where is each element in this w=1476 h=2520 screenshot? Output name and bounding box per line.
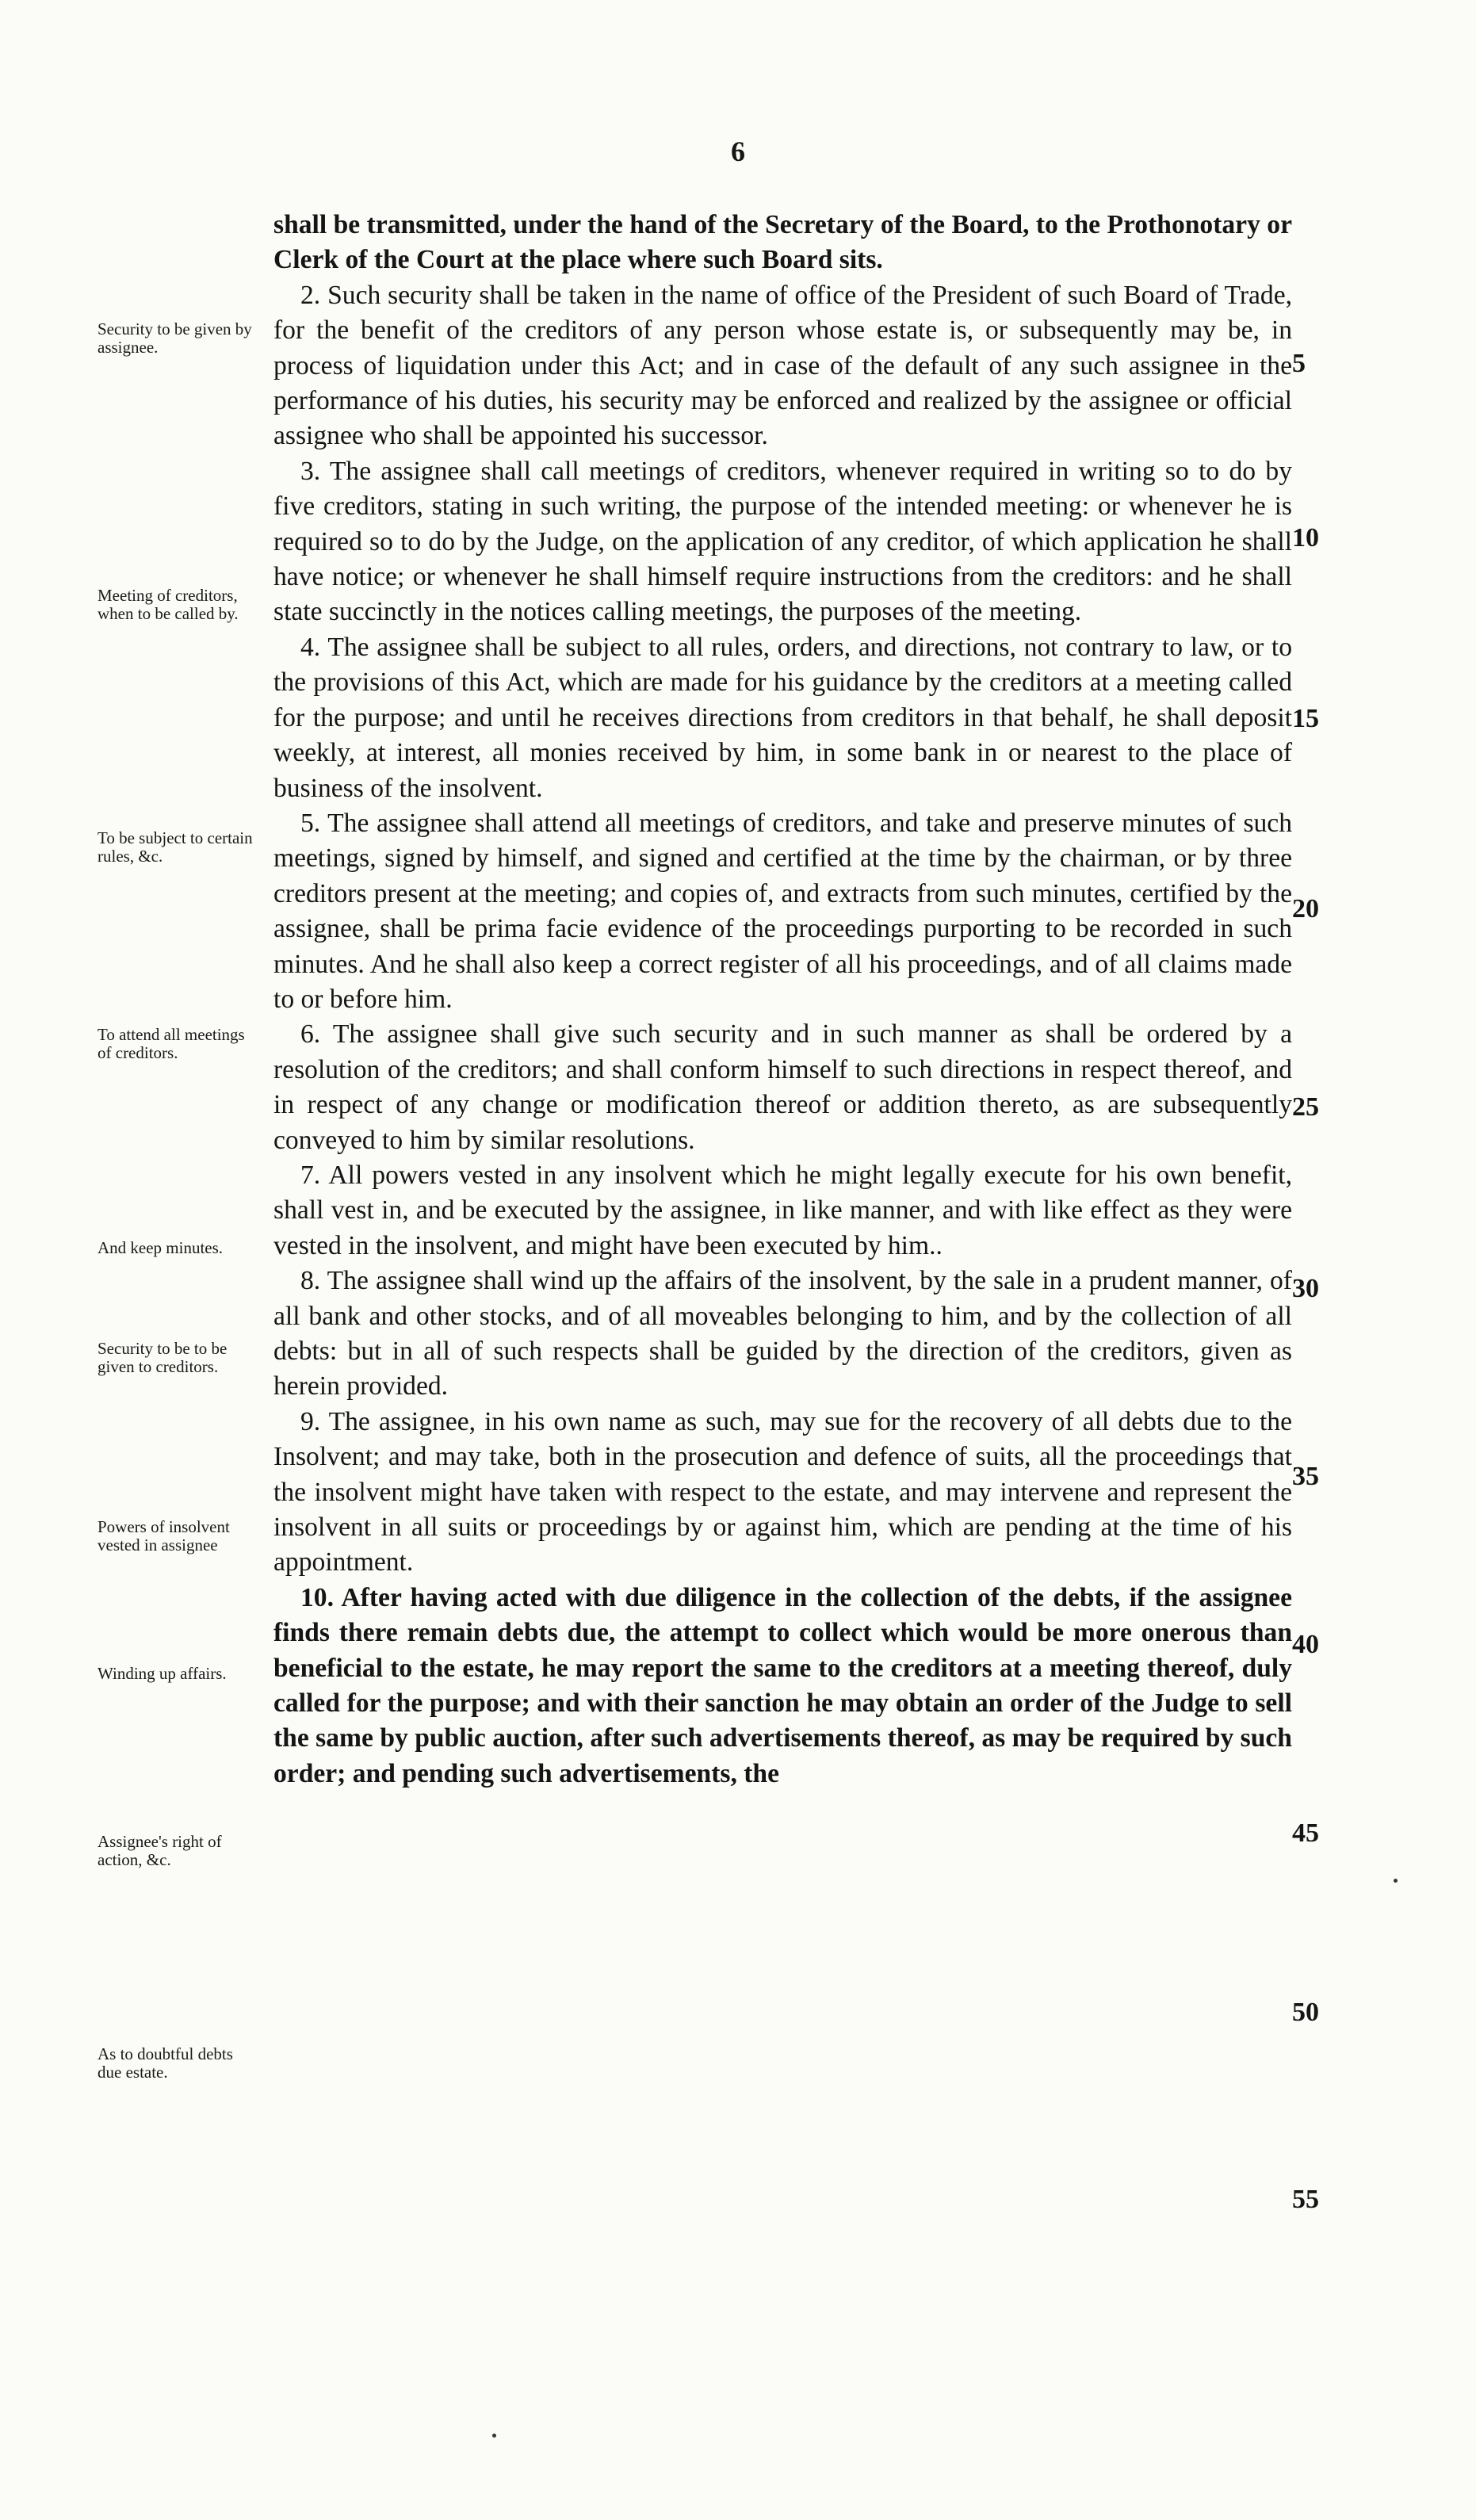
paragraph-section-4: 4. The assignee shall be subject to all rules, orders, and directions, not contrary to law, or to the provisions of this Act, which are made for his guidance by the creditors at a meeting called for the purpose; and until he receives directions from creditors in that behalf, he shall deposit weekly, at interest, all monies received by him, in some bank in or nearest to the place of business of the insolvent. xyxy=(273,632,1292,803)
line-number-55: 55 xyxy=(1292,2185,1319,2214)
line-number-20: 20 xyxy=(1292,894,1319,923)
sidenote-meeting-creditors: Meeting of creditors, when to be called by. xyxy=(98,586,239,623)
body-text xyxy=(273,208,1292,1792)
sidenote-powers-insolvent: Powers of insolvent vested in assignee xyxy=(98,1517,230,1554)
paragraph-section-3: 3. The assignee shall call meetings of creditors, whenever required in writing so to do by five creditors, stating in such writing, the purpose of the intended meeting: or whenever he is required so to do by the Judge, on the application of any creditor, of which application he shall have notice; or whenever he shall himself require instructions from the creditors: and he shall state succinctly in the notices calling meetings, the purposes of the meeting. xyxy=(273,456,1292,627)
sidenote-doubtful-debts: As to doubtful debts due estate. xyxy=(98,2044,233,2082)
sidenote-security-assignee: Security to be given by assignee. xyxy=(98,319,252,357)
sidenote-keep-minutes: And keep minutes. xyxy=(98,1238,224,1257)
line-number-35: 35 xyxy=(1292,1462,1319,1491)
line-number-5: 5 xyxy=(1292,349,1306,378)
paragraph-section-8: 8. The assignee shall wind up the affairs of the insolvent, by the sale in a prudent manner, of all bank and other stocks, and of all moveables belonging to him, and by the collection of all debts: but in all of such respects shall be guided by the direction of the creditors, given as herein provided. xyxy=(273,1266,1292,1401)
line-number-30: 30 xyxy=(1292,1274,1319,1303)
sidenote-security-creditors: Security to be to be given to creditors. xyxy=(98,1339,228,1376)
sidenote-assignee-right: Assignee's right of action, &c. xyxy=(98,1832,222,1869)
paragraph-section-5: 5. The assignee shall attend all meetings of creditors, and take and preserve minutes of such meetings, signed by himself, and signed and certified at the time by the chairman, or by three creditors present at the meeting; and copies of, and extracts from such minutes, certified by the assignee, shall be prima facie evidence of the proceedings purporting to be recorded in such minutes. And he shall also keep a correct register of all his proceedings, and of all claims made to or before him. xyxy=(273,808,1292,1014)
print-speck xyxy=(1394,1879,1398,1883)
paragraph-section-2: 2. Such security shall be taken in the name of office of the President of such Board of Trade, for the benefit of the creditors of any person whose estate is, or subsequently may be, in process of liquidation under this Act; and in case of the default of any such assignee in the performance of his duties, his security may be enforced and realized by the assignee or official assignee who shall be appointed his successor. xyxy=(273,280,1292,451)
line-number-40: 40 xyxy=(1292,1630,1319,1659)
sidenote-attend-meetings: To attend all meetings of creditors. xyxy=(98,1025,245,1062)
line-number-25: 25 xyxy=(1292,1092,1319,1122)
paragraph-section-6: 6. The assignee shall give such security and in such manner as shall be ordered by a resolution of the creditors; and shall conform himself to such directions in respect thereof, and in respect of any change or modification thereof or addition thereto, as are subsequently conveyed to him by similar resolutions. xyxy=(273,1019,1292,1155)
sidenote-winding-up: Winding up affairs. xyxy=(98,1664,227,1683)
paragraph-continuation: shall be transmitted, under the hand of the Secretary of the Board, to the Prothonotary or Clerk of the Court at the place where such Board sits. xyxy=(273,210,1292,275)
page-number: 6 xyxy=(731,136,745,167)
line-number-50: 50 xyxy=(1292,1998,1319,2027)
line-number-10: 10 xyxy=(1292,523,1319,553)
paragraph-section-7: 7. All powers vested in any insolvent which he might legally execute for his own benefit, shall vest in, and be executed by the assignee, in like manner, and with like effect as they were vested in the insolvent, and might have been executed by him.. xyxy=(273,1160,1292,1260)
paragraph-section-9: 9. The assignee, in his own name as such, may sue for the recovery of all debts due to the Insolvent; and may take, both in the prosecution and defence of suits, all the proceedings that the insolvent might have taken with respect to the estate, and may intervene and represent the insolvent in all suits or proceedings by or against him, which are pending at the time of his appointment. xyxy=(273,1406,1292,1577)
line-number-45: 45 xyxy=(1292,1818,1319,1848)
print-speck xyxy=(492,2434,496,2438)
paragraph-section-10: 10. After having acted with due diligence in the collection of the debts, if the assignee finds there remain debts due, the attempt to collect which would be more onerous than beneficial to the estate, he may report the same to the creditors at a meeting thereof, duly called for the purpose; and with their sanction he may obtain an order of the Judge to sell the same by public auction, after such advertisements thereof, as may be required by such order; and pending such advertisements, the xyxy=(273,1582,1292,1788)
sidenote-subject-rules: To be subject to certain rules, &c. xyxy=(98,828,253,866)
line-number-15: 15 xyxy=(1292,704,1319,733)
